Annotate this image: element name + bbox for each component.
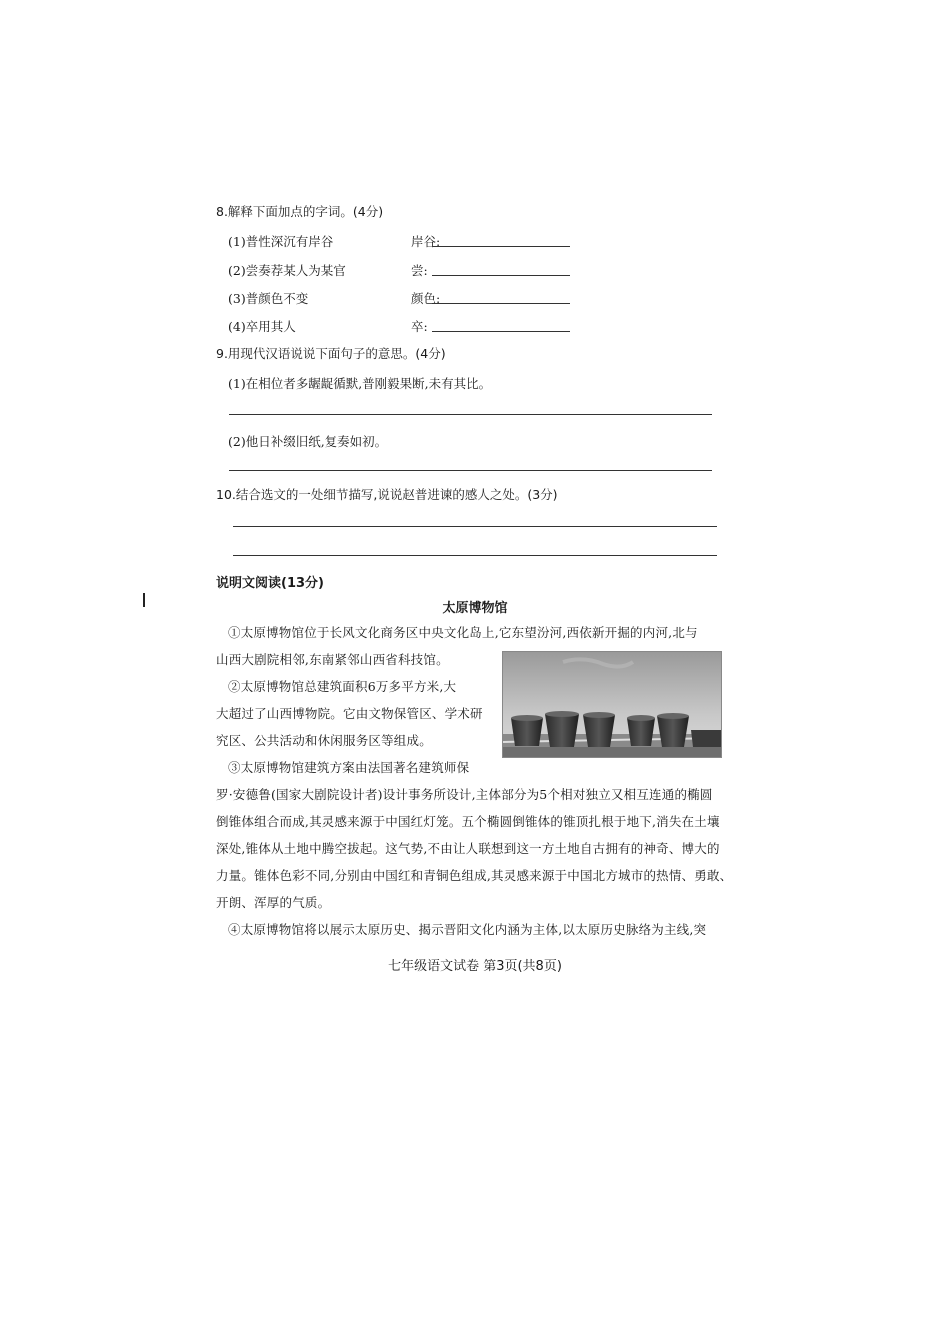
article-title: 太原博物馆 <box>442 601 508 616</box>
q10-heading: 10.结合选文的一处细节描写,说说赵普进谏的感人之处。(3分) <box>216 487 558 502</box>
q8-item-2: (2)尝奏荐某人为某官 <box>228 263 346 278</box>
paragraph-1-line-2: 山西大剧院相邻,东南紧邻山西省科技馆。 <box>216 652 449 667</box>
q10-answer-line-1[interactable] <box>233 526 717 527</box>
paragraph-2-line-2: 大超过了山西博物院。它由文物保管区、学术研 <box>216 706 483 721</box>
scan-mark <box>143 593 145 607</box>
paragraph-1-line-1: ①太原博物馆位于长风文化商务区中央文化岛上,它东望汾河,西依新开掘的内河,北与 <box>228 625 698 640</box>
q9-sentence-2: (2)他日补缀旧纸,复奏如初。 <box>228 434 388 449</box>
q8-item-2-label: 尝: <box>411 263 428 278</box>
q8-item-4: (4)卒用其人 <box>228 319 296 334</box>
q9-answer-line-2[interactable] <box>229 470 712 471</box>
q9-sentence-1: (1)在相位者多龌龊循默,普刚毅果断,未有其比。 <box>228 376 492 391</box>
paragraph-3-line-2: 罗·安德鲁(国家大剧院设计者)设计事务所设计,主体部分为5个相对独立又相互连通的椭圆 <box>216 787 713 802</box>
q8-item-4-label: 卒: <box>411 319 428 334</box>
q9-answer-line-1[interactable] <box>229 414 712 415</box>
paragraph-3-line-1: ③太原博物馆建筑方案由法国著名建筑师保 <box>228 760 470 775</box>
paragraph-3-line-6: 开朗、浑厚的气质。 <box>216 895 331 910</box>
paragraph-3-line-5: 力量。锥体色彩不同,分别由中国红和青铜色组成,其灵感来源于中国北方城市的热情、勇敢、 <box>216 868 733 883</box>
q8-item-1-label: 岸谷: <box>411 234 441 249</box>
section-title: 说明文阅读(13分) <box>216 576 324 591</box>
q8-item-3-label: 颜色: <box>411 291 441 306</box>
q8-item-1-answer-line[interactable] <box>432 246 570 247</box>
q8-item-4-answer-line[interactable] <box>432 331 570 332</box>
q8-heading: 8.解释下面加点的字词。(4分) <box>216 204 384 219</box>
q8-item-3-answer-line[interactable] <box>432 303 570 304</box>
q10-answer-line-2[interactable] <box>233 555 717 556</box>
paragraph-4-line-1: ④太原博物馆将以展示太原历史、揭示晋阳文化内涵为主体,以太原历史脉络为主线,突 <box>228 922 707 937</box>
paragraph-2-line-1: ②太原博物馆总建筑面积6万多平方米,大 <box>228 679 457 694</box>
page-footer: 七年级语文试卷 第3页(共8页) <box>388 959 562 974</box>
q8-item-2-answer-line[interactable] <box>432 275 570 276</box>
q9-heading: 9.用现代汉语说说下面句子的意思。(4分) <box>216 346 446 361</box>
paragraph-3-line-3: 倒锥体组合而成,其灵感来源于中国红灯笼。五个椭圆倒锥体的锥顶扎根于地下,消失在土壤 <box>216 814 720 829</box>
museum-photo <box>502 651 722 758</box>
paragraph-3-line-4: 深处,锥体从土地中腾空拔起。这气势,不由让人联想到这一方土地自古拥有的神奇、博大的 <box>216 841 720 856</box>
q8-item-1: (1)普性深沉有岸谷 <box>228 234 334 249</box>
q8-item-3: (3)普颜色不变 <box>228 291 309 306</box>
paragraph-2-line-3: 究区、公共活动和休闲服务区等组成。 <box>216 733 432 748</box>
